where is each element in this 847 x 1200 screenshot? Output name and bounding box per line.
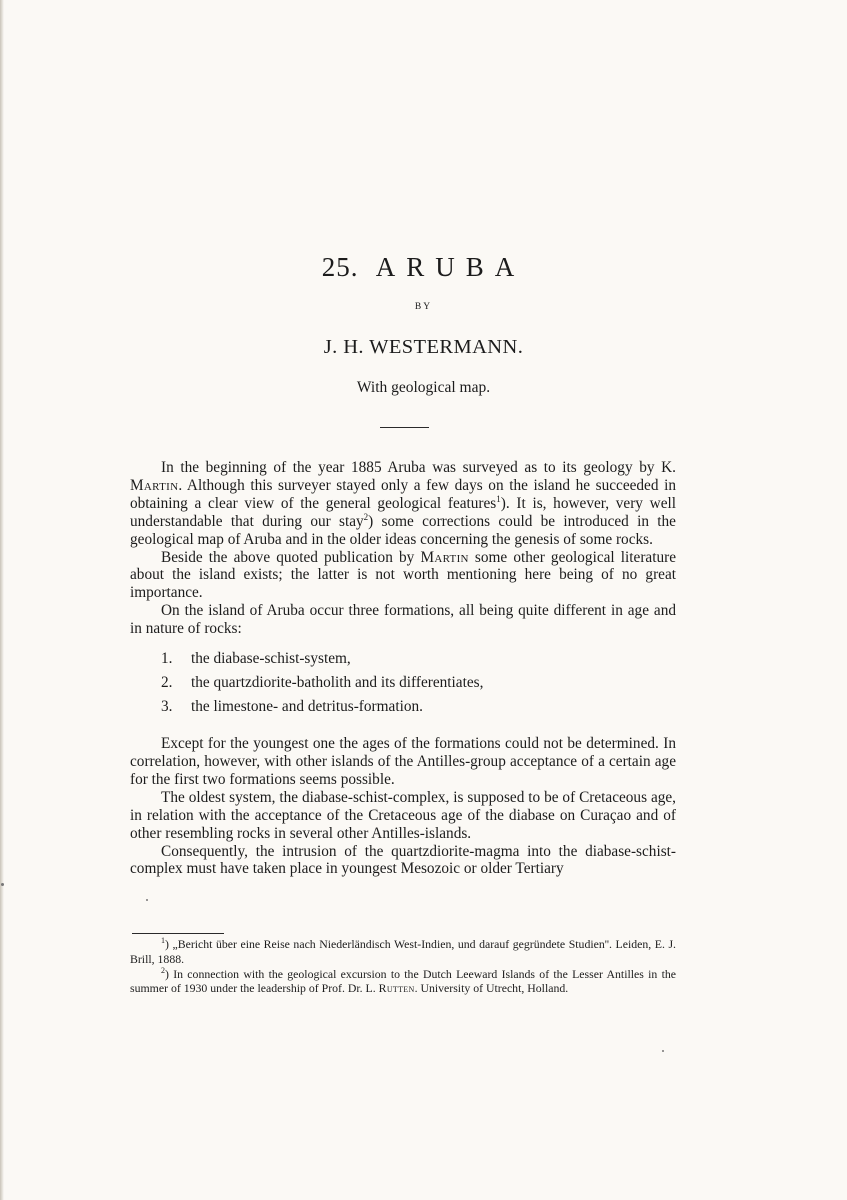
footnote-mark: 2	[161, 965, 165, 975]
footnote-mark: 1	[161, 936, 165, 946]
footnote-divider	[132, 933, 224, 934]
article-heading	[0, 252, 847, 283]
list-text: the limestone- and detritus-formation.	[191, 698, 423, 716]
scan-edge-shadow	[0, 0, 4, 1200]
paragraph-5: The oldest system, the diabase-schist-complex, is supposed to be of Cretaceous age, in relation with the acceptance of the Cretaceous age of the diabase on Curaçao and of other resembling rocks in several other Antilles-islands.	[130, 788, 676, 842]
paragraph-6: Consequently, the intrusion of the quartzdiorite-magma into the diabase-schist-complex must have taken place in youngest Mesozoic or older Tertiary	[130, 842, 676, 878]
author-name: J. H. WESTERMANN.	[323, 336, 524, 358]
spacer	[130, 727, 676, 735]
list-item	[130, 671, 676, 695]
article-body	[130, 459, 676, 878]
list-number: 2.	[161, 674, 173, 692]
paragraph-4: Except for the youngest one the ages of the formations could not be determined. In correlation, however, with other islands of the Antilles-group acceptance of a certain age for the first two formations seems possible.	[130, 735, 676, 788]
article-number: 25.	[321, 252, 359, 282]
article-subtitle: With geological map.	[356, 379, 491, 396]
title-divider	[380, 427, 429, 428]
author-reference-martin: Martin	[130, 476, 179, 494]
scan-speck	[1, 883, 4, 886]
paragraph-1: In the beginning of the year 1885 Aruba was surveyed as to its geology by K. Martin. Although this surveyer stayed only a few days on the island he succeeded in obtaining a clear view of the general geological features$^1$). It is, however, very well understandable that during our stay$^2$) some corrections could be introduced in the geological map of Aruba and in the older ideas concerning the genesis of some rocks.	[130, 459, 676, 548]
list-number: 3.	[161, 698, 173, 716]
author-reference-rutten: Rutten	[378, 981, 415, 996]
footnote-2: $^2$) In connection with the geological excursion to the Dutch Leeward Islands of the Lesser Antilles in the summer of 1930 under the leadership of Prof. Dr. L. Rutten. University of Utrecht, Holland.	[130, 965, 676, 996]
list-text: the diabase-schist-system,	[191, 650, 351, 668]
article-title: ARUBA	[375, 252, 526, 282]
byline-label: BY	[414, 302, 433, 312]
paragraph-2: Beside the above quoted publication by Martin some other geological literature about the island exists; the latter is not worth mentioning here being of no great importance.	[130, 548, 676, 602]
scan-speck	[146, 899, 148, 901]
author-reference-martin: Martin	[420, 548, 469, 566]
footnotes	[130, 937, 676, 996]
list-text: the quartzdiorite-batholith and its differentiates,	[191, 674, 484, 692]
list-number: 1.	[161, 650, 173, 668]
scan-speck	[662, 1050, 664, 1052]
paragraph-3: On the island of Aruba occur three formations, all being quite different in age and in nature of rocks:	[130, 602, 676, 638]
list-item	[130, 695, 676, 719]
footnote-1: $^1$) „Bericht über eine Reise nach Niederländisch West-Indien, und darauf gegründete Studien''. Leiden, E. J. Brill, 1888.	[130, 936, 676, 966]
footnote-ref-2[interactable]: 2	[363, 511, 369, 522]
formations-list	[130, 647, 676, 719]
footnote-ref-1[interactable]: 1	[496, 493, 501, 504]
list-item	[130, 647, 676, 671]
